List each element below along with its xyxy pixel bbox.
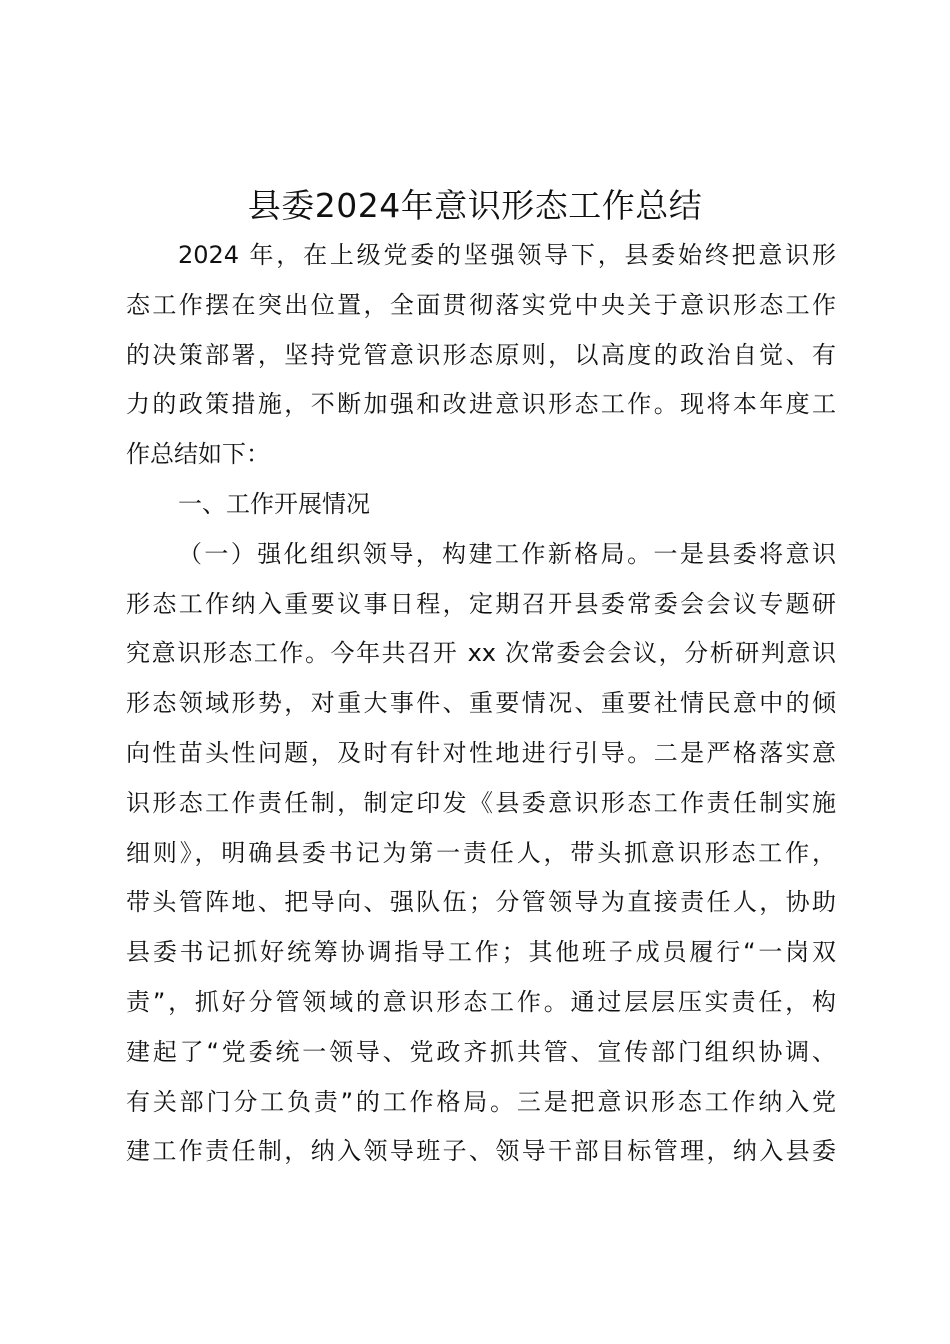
- text-line: 带头管阵地、把导向、强队伍；分管领导为直接责任人，协助: [126, 888, 836, 917]
- document-body: [126, 231, 836, 1177]
- text-line: 一、工作开展情况: [178, 489, 370, 518]
- text-line: 县委书记抓好统筹协调指导工作；其他班子成员履行“一岗双: [126, 938, 836, 967]
- text-line: 究意识形态工作。今年共召开 xx 次常委会会议，分析研判意识: [126, 639, 836, 668]
- text-line: 的决策部署，坚持党管意识形态原则，以高度的政治自觉、有: [126, 340, 836, 369]
- text-line: 建起了“党委统一领导、党政齐抓共管、宣传部门组织协调、: [126, 1037, 836, 1066]
- text-line: 建工作责任制，纳入领导班子、领导干部目标管理，纳入县委: [126, 1137, 836, 1166]
- text-line: 有关部门分工负责”的工作格局。三是把意识形态工作纳入党: [126, 1087, 836, 1116]
- text-line: （一）强化组织领导，构建工作新格局。一是县委将意识: [178, 539, 836, 568]
- text-line: 识形态工作责任制，制定印发《县委意识形态工作责任制实施: [126, 788, 836, 817]
- text-line: 形态工作纳入重要议事日程，定期召开县委常委会会议专题研: [126, 589, 836, 618]
- text-line: 力的政策措施，不断加强和改进意识形态工作。现将本年度工: [126, 390, 836, 419]
- text-line: 作总结如下：: [126, 440, 270, 469]
- text-line: 2024 年，在上级党委的坚强领导下，县委始终把意识形: [178, 241, 836, 269]
- text-line: 形态领域形势，对重大事件、重要情况、重要社情民意中的倾: [126, 689, 836, 718]
- text-line: 责”，抓好分管领域的意识形态工作。通过层层压实责任，构: [126, 987, 836, 1016]
- text-line: 向性苗头性问题，及时有针对性地进行引导。二是严格落实意: [126, 738, 836, 767]
- text-line: 细则》，明确县委书记为第一责任人，带头抓意识形态工作，: [126, 838, 836, 867]
- document-title: 县委2024年意识形态工作总结: [247, 186, 703, 225]
- text-line: 态工作摆在突出位置，全面贯彻落实党中央关于意识形态工作: [126, 290, 836, 319]
